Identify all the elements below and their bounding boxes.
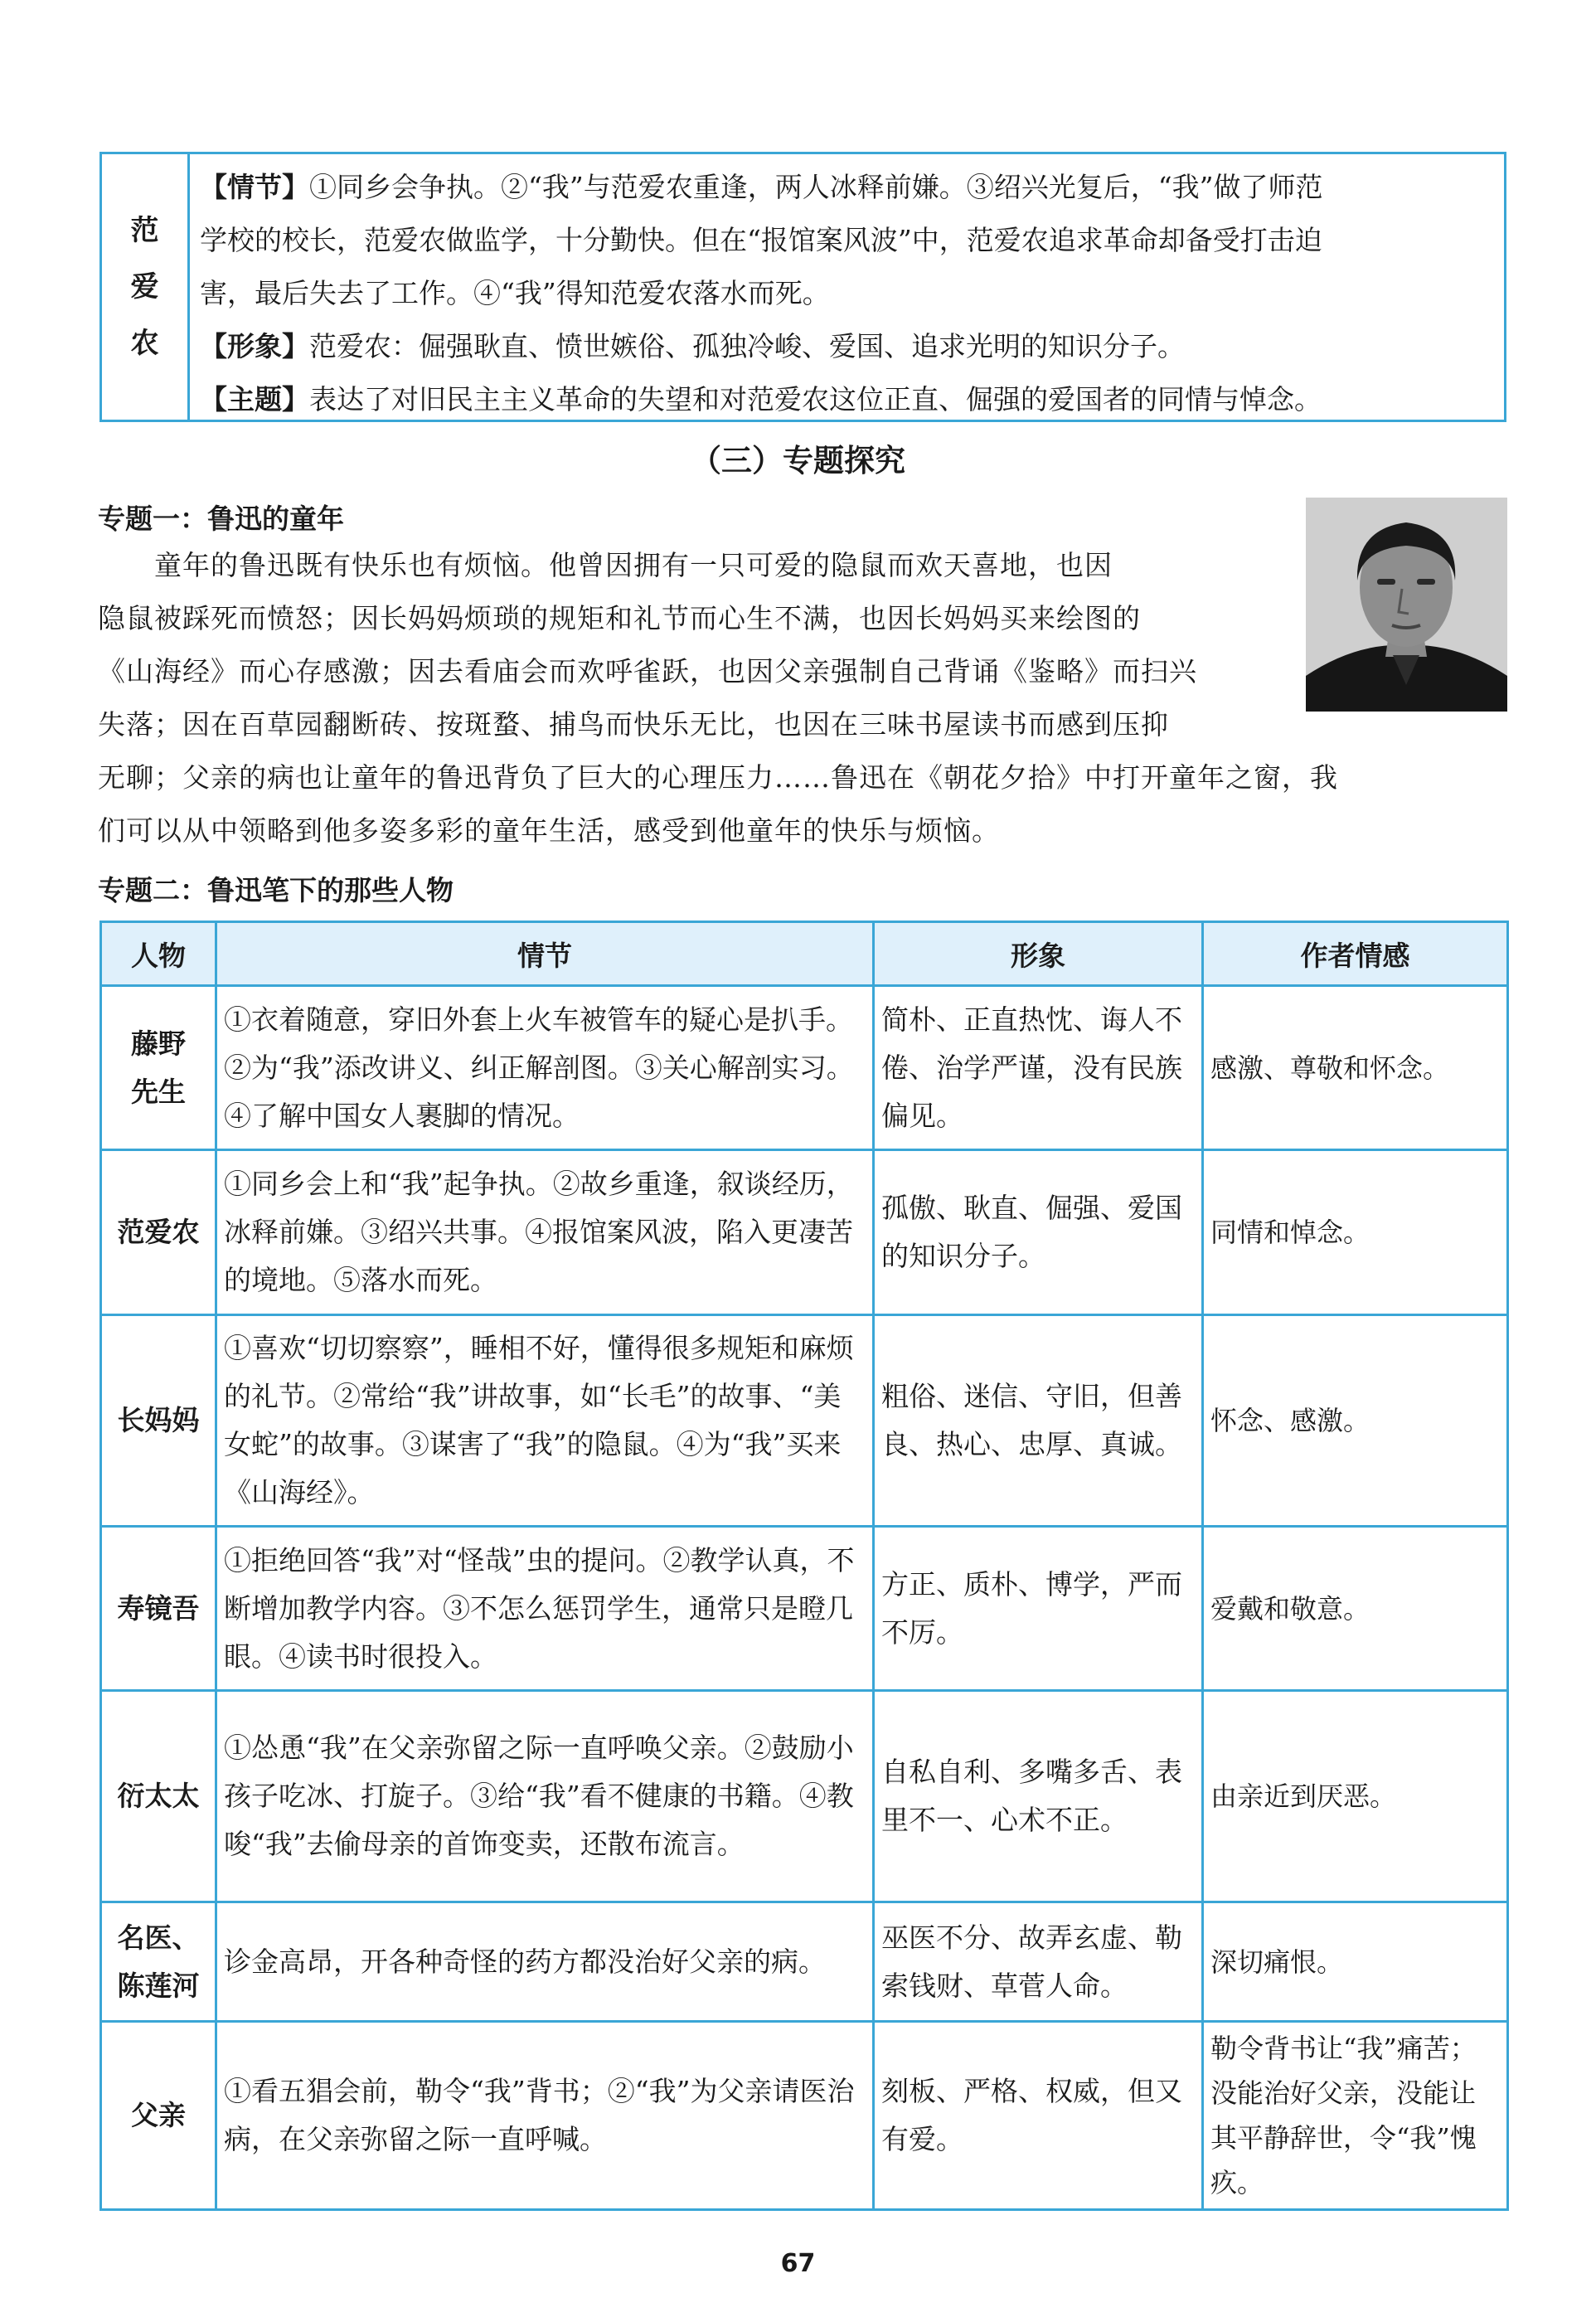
section-title: （三）专题探究 bbox=[691, 443, 905, 478]
page-number: 67 bbox=[780, 2249, 816, 2278]
character-name: 衍太太 bbox=[101, 1691, 216, 1902]
character-name: 范爱农 bbox=[101, 1150, 216, 1315]
image-cell: 简朴、正直热忱、诲人不倦、治学严谨，没有民族偏见。 bbox=[874, 986, 1203, 1150]
summary-text: 害，最后失去了工作。④“我”得知范爱农落水而死。 bbox=[200, 277, 830, 309]
plot-cell: ①喜欢“切切察察”，睡相不好，懂得很多规矩和麻烦的礼节。②常给“我”讲故事，如“长毛”的故事、“美女蛇”的故事。③谋害了“我”的隐鼠。④为“我”买来《山海经》。 bbox=[216, 1315, 874, 1527]
header-image: 形象 bbox=[874, 922, 1203, 986]
character-name: 寿镜吾 bbox=[101, 1527, 216, 1691]
table-row bbox=[101, 1527, 1508, 1691]
theme-tag: 【主题】 bbox=[200, 383, 309, 415]
image-cell: 刻板、严格、权威，但又有爱。 bbox=[874, 2022, 1203, 2210]
summary-text: 学校的校长，范爱农做监学，十分勤快。但在“报馆案风波”中，范爱农追求革命却备受打击迫 bbox=[200, 224, 1322, 256]
summary-line bbox=[200, 267, 1491, 320]
plot-tag: 【情节】 bbox=[200, 171, 309, 203]
plot-cell: ①拒绝回答“我”对“怪哉”虫的提问。②教学认真，不断增加教学内容。③不怎么惩罚学生，通常只是瞪几眼。④读书时很投入。 bbox=[216, 1527, 874, 1691]
plot-cell: ①衣着随意，穿旧外套上火车被管车的疑心是扒手。②为“我”添改讲义、纠正解剖图。③关心解剖实习。④了解中国女人裹脚的情况。 bbox=[216, 986, 874, 1150]
summary-line bbox=[200, 214, 1491, 267]
topic1-paragraph bbox=[98, 539, 1507, 857]
paragraph-line: 们可以从中领略到他多姿多彩的童年生活，感受到他童年的快乐与烦恼。 bbox=[98, 814, 1000, 847]
character-name: 父亲 bbox=[101, 2022, 216, 2210]
feeling-cell: 感激、尊敬和怀念。 bbox=[1203, 986, 1508, 1150]
table-row bbox=[101, 2022, 1508, 2210]
summary-line bbox=[200, 161, 1491, 214]
feeling-cell: 同情和悼念。 bbox=[1203, 1150, 1508, 1315]
plot-cell: ①怂恿“我”在父亲弥留之际一直呼唤父亲。②鼓励小孩子吃冰、打旋子。③给“我”看不健康的书籍。④教唆“我”去偷母亲的首饰变卖，还散布流言。 bbox=[216, 1691, 874, 1902]
feeling-cell: 爱戴和敬意。 bbox=[1203, 1527, 1508, 1691]
table-row bbox=[101, 1902, 1508, 2022]
table-row bbox=[101, 1150, 1508, 1315]
image-tag: 【形象】 bbox=[200, 330, 309, 362]
character-name: 名医、 陈莲河 bbox=[101, 1902, 216, 2022]
image-cell: 粗俗、迷信、守旧，但善良、热心、忠厚、真诚。 bbox=[874, 1315, 1203, 1527]
fan-ainong-content bbox=[190, 154, 1504, 420]
paragraph-line: 童年的鲁迅既有快乐也有烦恼。他曾因拥有一只可爱的隐鼠而欢天喜地，也因 bbox=[98, 549, 1113, 581]
feeling-cell: 怀念、感激。 bbox=[1203, 1315, 1508, 1527]
paragraph-line: 隐鼠被踩死而愤怒；因长妈妈烦琐的规矩和礼节而心生不满，也因长妈妈买来绘图的 bbox=[98, 602, 1141, 634]
feeling-cell: 由亲近到厌恶。 bbox=[1203, 1691, 1508, 1902]
table-header-row bbox=[101, 922, 1508, 986]
fan-ainong-side-label bbox=[102, 154, 190, 420]
table-row bbox=[101, 1315, 1508, 1527]
table-row bbox=[101, 1691, 1508, 1902]
plot-cell: ①同乡会上和“我”起争执。②故乡重逢，叙谈经历，冰释前嫌。③绍兴共事。④报馆案风波，陷入更凄苦的境地。⑤落水而死。 bbox=[216, 1150, 874, 1315]
side-char: 爱 bbox=[130, 270, 159, 304]
side-char: 农 bbox=[130, 327, 159, 360]
summary-line bbox=[200, 373, 1491, 426]
summary-text: ①同乡会争执。②“我”与范爱农重逢，两人冰释前嫌。③绍兴光复后，“我”做了师范 bbox=[309, 171, 1323, 203]
topic2-title: 专题二：鲁迅笔下的那些人物 bbox=[98, 874, 454, 906]
topic1-title: 专题一：鲁迅的童年 bbox=[98, 503, 344, 535]
image-cell: 自私自利、多嘴多舌、表里不一、心术不正。 bbox=[874, 1691, 1203, 1902]
character-name: 长妈妈 bbox=[101, 1315, 216, 1527]
header-character: 人物 bbox=[101, 922, 216, 986]
image-cell: 孤傲、耿直、倔强、爱国的知识分子。 bbox=[874, 1150, 1203, 1315]
paragraph-line: 《山海经》而心存感激；因去看庙会而欢呼雀跃，也因父亲强制自己背诵《鉴略》而扫兴 bbox=[98, 655, 1197, 687]
character-name: 藤野 先生 bbox=[101, 986, 216, 1150]
table-row bbox=[101, 986, 1508, 1150]
summary-line bbox=[200, 320, 1491, 373]
paragraph-line: 失落；因在百草园翻断砖、按斑蝥、捕鸟而快乐无比，也因在三味书屋读书而感到压抑 bbox=[98, 708, 1169, 741]
header-plot: 情节 bbox=[216, 922, 874, 986]
feeling-cell: 勒令背书让“我”痛苦；没能治好父亲，没能让其平静辞世，令“我”愧疚。 bbox=[1203, 2022, 1508, 2210]
plot-cell: ①看五猖会前，勒令“我”背书；②“我”为父亲请医治病，在父亲弥留之际一直呼喊。 bbox=[216, 2022, 874, 2210]
image-cell: 方正、质朴、博学，严而不厉。 bbox=[874, 1527, 1203, 1691]
summary-text: 范爱农：倔强耿直、愤世嫉俗、孤独冷峻、爱国、追求光明的知识分子。 bbox=[309, 330, 1185, 362]
summary-text: 表达了对旧民主主义革命的失望和对范爱农这位正直、倔强的爱国者的同情与悼念。 bbox=[309, 383, 1322, 415]
plot-cell: 诊金高昂，开各种奇怪的药方都没治好父亲的病。 bbox=[216, 1902, 874, 2022]
feeling-cell: 深切痛恨。 bbox=[1203, 1902, 1508, 2022]
header-feeling: 作者情感 bbox=[1203, 922, 1508, 986]
image-cell: 巫医不分、故弄玄虚、勒索钱财、草菅人命。 bbox=[874, 1902, 1203, 2022]
side-char: 范 bbox=[130, 214, 159, 247]
fan-ainong-summary-box bbox=[99, 152, 1506, 422]
characters-table bbox=[99, 921, 1509, 2211]
paragraph-line: 无聊；父亲的病也让童年的鲁迅背负了巨大的心理压力……鲁迅在《朝花夕拾》中打开童年之窗，我 bbox=[98, 761, 1338, 794]
